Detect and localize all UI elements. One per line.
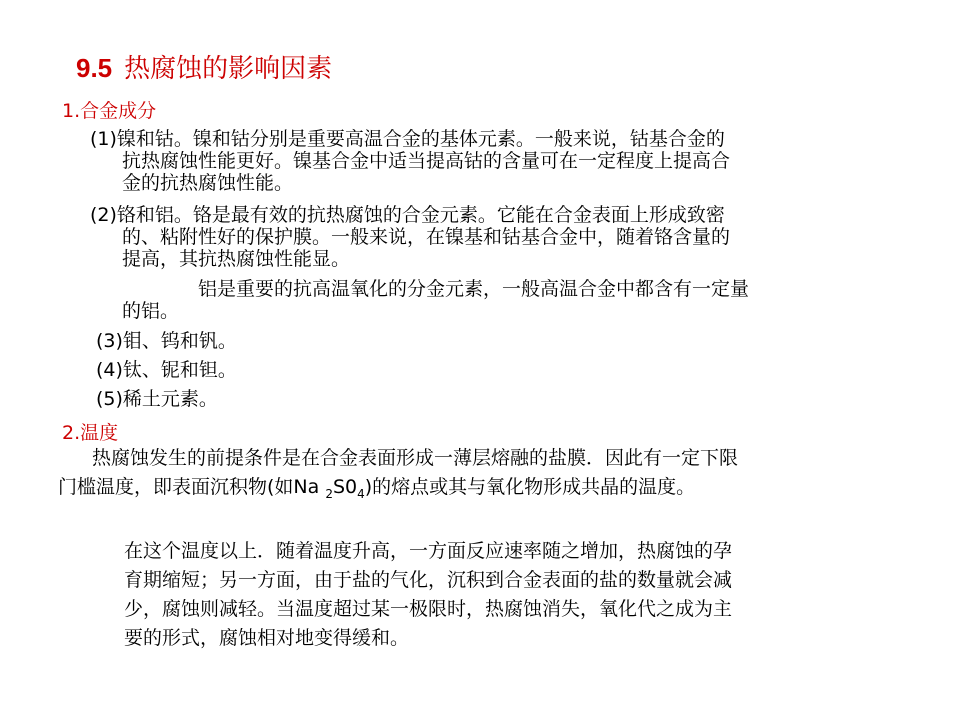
alloy-p1-line-1: (1)镍和钴。镍和钴分别是重要高温合金的基体元素。一般来说，钴基合金的 (90, 128, 725, 150)
so-subscript: 4 (357, 487, 365, 501)
section-heading-temperature: 2.温度 (62, 422, 119, 444)
alloy-p3-line-2: 的铝。 (122, 300, 180, 322)
slide-title (76, 48, 332, 85)
alloy-p1-line-2: 抗热腐蚀性能更好。镍基合金中适当提高钴的含量可在一定程度上提高合 (122, 150, 731, 172)
temperature-p2-line-1: 在这个温度以上．随着温度升高，一方面反应速率随之增加，热腐蚀的孕 (124, 540, 733, 562)
alloy-p2-line-1: (2)铬和铝。铬是最有效的抗热腐蚀的合金元素。它能在合金表面上形成致密 (90, 204, 725, 226)
alloy-p2-line-2: 的、粘附性好的保护膜。一般来说，在镍基和钴基合金中，随着铬含量的 (122, 226, 731, 248)
title-text: 热腐蚀的影响因素 (124, 54, 333, 84)
temperature-line-2 (58, 476, 695, 505)
temperature-p2-line-4: 要的形式，腐蚀相对地变得缓和。 (124, 627, 410, 649)
temperature-p2-line-2: 育期缩短；另一方面，由于盐的气化，沉积到合金表面的盐的数量就会减 (124, 569, 733, 591)
temperature-line-2-b: S0 (332, 476, 358, 498)
temperature-p2-line-3: 少，腐蚀则减轻。当温度超过某一极限时，热腐蚀消失，氧化代之成为主 (124, 598, 733, 620)
temperature-line-2-a: 门槛温度，即表面沉积物(如Na (58, 476, 326, 498)
alloy-item-4: (4)钛、铌和钽。 (96, 359, 237, 381)
section-heading-alloy: 1.合金成分 (62, 100, 157, 122)
alloy-item-3: (3)钼、钨和钒。 (96, 330, 237, 352)
temperature-line-1: 热腐蚀发生的前提条件是在合金表面形成一薄层熔融的盐膜．因此有一定下限 (92, 447, 739, 469)
alloy-p3-line-1: 铝是重要的抗高温氧化的分金元素，一般高温合金中都含有一定量 (198, 278, 750, 300)
alloy-p2-line-3: 提高，其抗热腐蚀性能显。 (122, 248, 351, 270)
na-subscript: 2 (325, 487, 333, 501)
temperature-line-2-c: )的熔点或其与氧化物形成共晶的温度。 (364, 476, 696, 498)
alloy-item-5: (5)稀土元素。 (96, 388, 218, 410)
alloy-p1-line-3: 金的抗热腐蚀性能。 (122, 172, 294, 194)
title-number: 9.5 (76, 53, 113, 83)
